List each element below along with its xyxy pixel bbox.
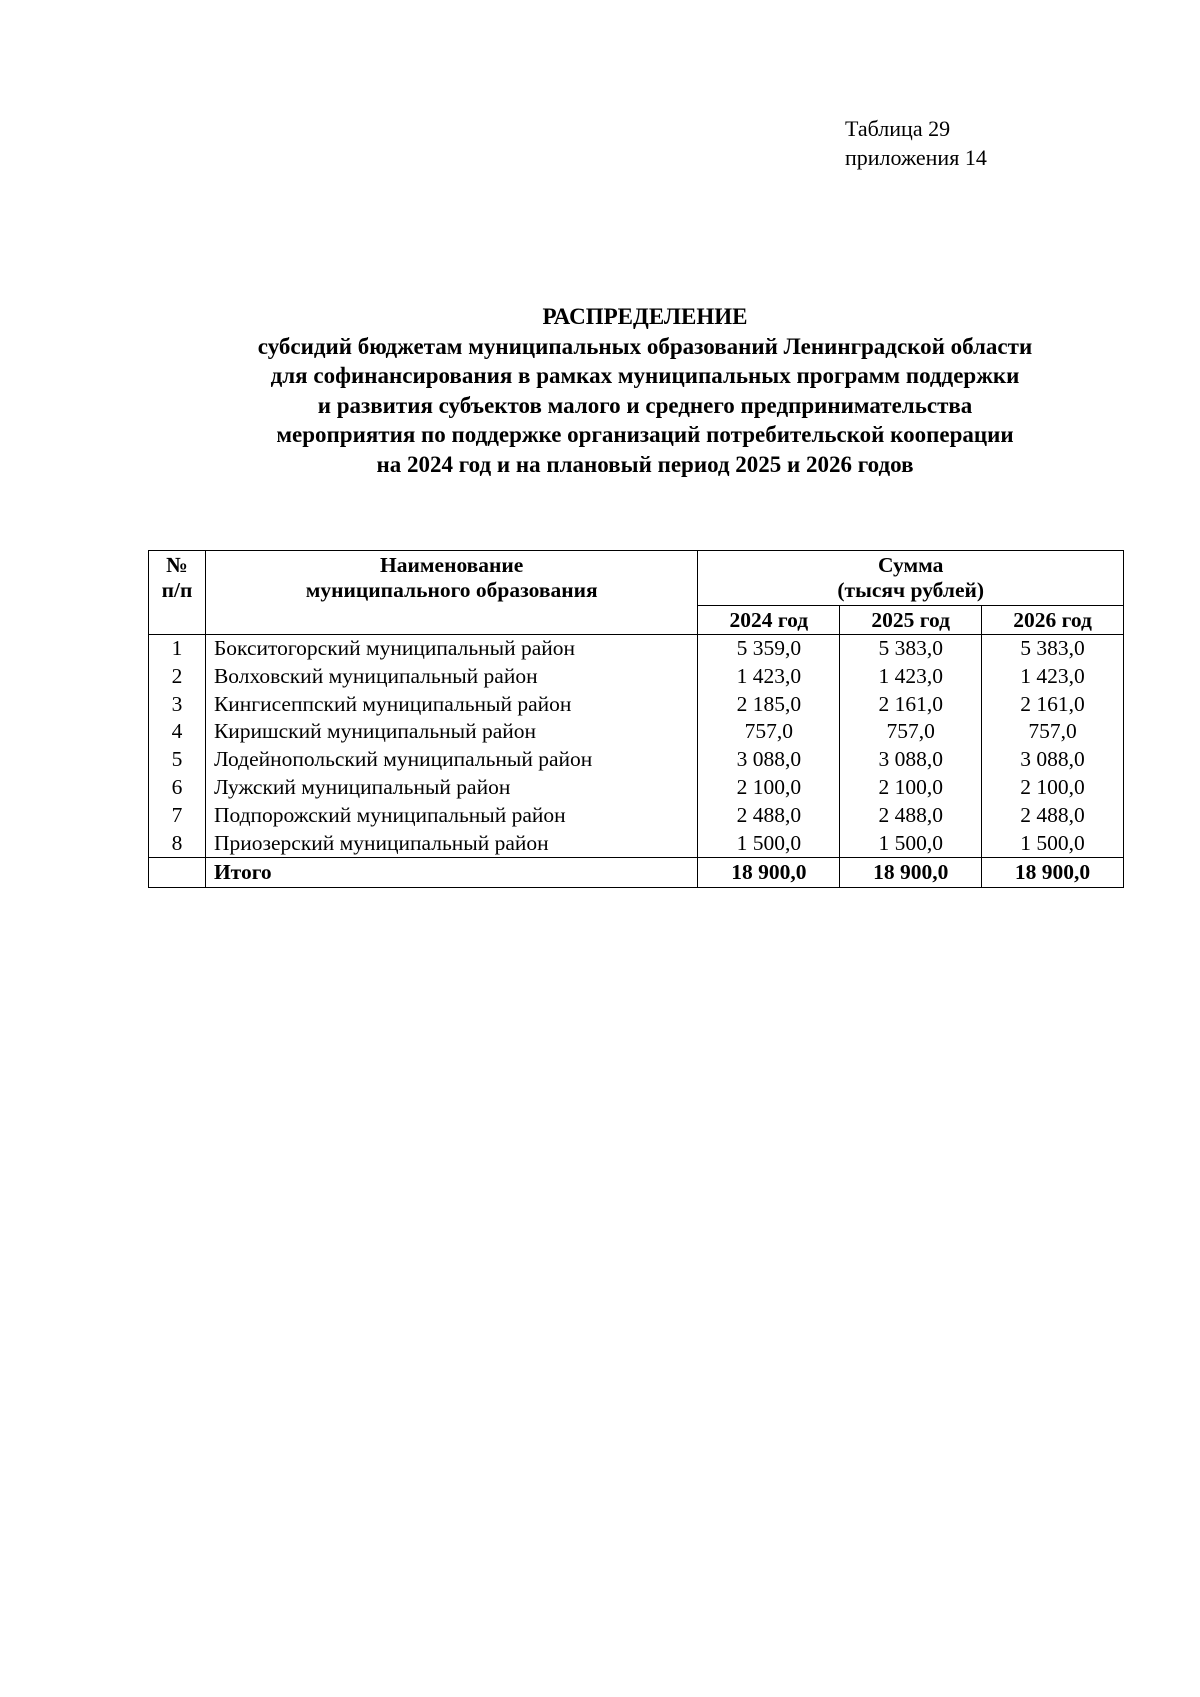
row-number: 4 bbox=[149, 718, 206, 746]
title-line: для софинансирования в рамках муниципальных программ поддержки bbox=[270, 363, 1020, 388]
total-value-2024: 18 900,0 bbox=[698, 858, 840, 888]
row-value-2026: 2 488,0 bbox=[982, 802, 1124, 830]
row-value-2024: 2 488,0 bbox=[698, 802, 840, 830]
row-municipality: Приозерский муниципальный район bbox=[205, 830, 697, 858]
header-year-2025: 2025 год bbox=[840, 606, 982, 635]
row-municipality: Киришский муниципальный район bbox=[205, 718, 697, 746]
total-number-cell bbox=[149, 858, 206, 888]
subsidy-table bbox=[148, 550, 1124, 888]
table-row bbox=[149, 774, 1124, 802]
row-value-2025: 2 161,0 bbox=[840, 691, 982, 719]
appendix-number: приложения 14 bbox=[845, 145, 987, 170]
row-value-2025: 2 488,0 bbox=[840, 802, 982, 830]
table-row bbox=[149, 663, 1124, 691]
table-row bbox=[149, 802, 1124, 830]
row-municipality: Лодейнопольский муниципальный район bbox=[205, 746, 697, 774]
row-value-2024: 1 423,0 bbox=[698, 663, 840, 691]
row-municipality: Волховский муниципальный район bbox=[205, 663, 697, 691]
row-value-2026: 2 161,0 bbox=[982, 691, 1124, 719]
row-number: 8 bbox=[149, 830, 206, 858]
row-value-2024: 2 185,0 bbox=[698, 691, 840, 719]
title-line: мероприятия по поддержке организаций потребительской кооперации bbox=[276, 422, 1014, 447]
row-value-2024: 3 088,0 bbox=[698, 746, 840, 774]
row-municipality: Подпорожский муниципальный район bbox=[205, 802, 697, 830]
total-row bbox=[149, 858, 1124, 888]
row-value-2024: 757,0 bbox=[698, 718, 840, 746]
row-value-2025: 3 088,0 bbox=[840, 746, 982, 774]
table-row bbox=[149, 830, 1124, 858]
total-label: Итого bbox=[205, 858, 697, 888]
row-value-2024: 1 500,0 bbox=[698, 830, 840, 858]
header-year-2024: 2024 год bbox=[698, 606, 840, 635]
row-municipality: Бокситогорский муниципальный район bbox=[205, 635, 697, 663]
row-value-2026: 757,0 bbox=[982, 718, 1124, 746]
row-number: 2 bbox=[149, 663, 206, 691]
table-row bbox=[149, 635, 1124, 663]
row-value-2026: 3 088,0 bbox=[982, 746, 1124, 774]
row-value-2026: 2 100,0 bbox=[982, 774, 1124, 802]
table-row bbox=[149, 718, 1124, 746]
header-name: Наименование муниципального образования bbox=[205, 551, 697, 635]
row-value-2024: 2 100,0 bbox=[698, 774, 840, 802]
table-number: Таблица 29 bbox=[845, 116, 951, 141]
row-value-2025: 757,0 bbox=[840, 718, 982, 746]
table-row bbox=[149, 691, 1124, 719]
row-value-2025: 1 423,0 bbox=[840, 663, 982, 691]
row-value-2026: 5 383,0 bbox=[982, 635, 1124, 663]
table-reference bbox=[845, 114, 987, 172]
row-number: 3 bbox=[149, 691, 206, 719]
title-line: субсидий бюджетам муниципальных образований Ленинградской области bbox=[257, 333, 1033, 359]
row-value-2025: 2 100,0 bbox=[840, 774, 982, 802]
header-sum: Сумма (тысяч рублей) bbox=[698, 551, 1124, 606]
total-value-2026: 18 900,0 bbox=[982, 858, 1124, 888]
row-value-2025: 5 383,0 bbox=[840, 635, 982, 663]
document-title bbox=[150, 302, 1140, 479]
row-number: 1 bbox=[149, 635, 206, 663]
row-number: 7 bbox=[149, 802, 206, 830]
header-year-2026: 2026 год bbox=[982, 606, 1124, 635]
row-value-2026: 1 500,0 bbox=[982, 830, 1124, 858]
row-municipality: Лужский муниципальный район bbox=[205, 774, 697, 802]
header-number: № п/п bbox=[149, 551, 206, 635]
title-line: и развития субъектов малого и среднего предпринимательства bbox=[317, 392, 973, 418]
row-number: 5 bbox=[149, 746, 206, 774]
row-municipality: Кингисеппский муниципальный район bbox=[205, 691, 697, 719]
title-heading: РАСПРЕДЕЛЕНИЕ bbox=[542, 304, 748, 329]
row-number: 6 bbox=[149, 774, 206, 802]
title-line: на 2024 год и на плановый период 2025 и 2026 годов bbox=[376, 451, 914, 477]
row-value-2025: 1 500,0 bbox=[840, 830, 982, 858]
table-row bbox=[149, 746, 1124, 774]
total-value-2025: 18 900,0 bbox=[840, 858, 982, 888]
row-value-2026: 1 423,0 bbox=[982, 663, 1124, 691]
row-value-2024: 5 359,0 bbox=[698, 635, 840, 663]
